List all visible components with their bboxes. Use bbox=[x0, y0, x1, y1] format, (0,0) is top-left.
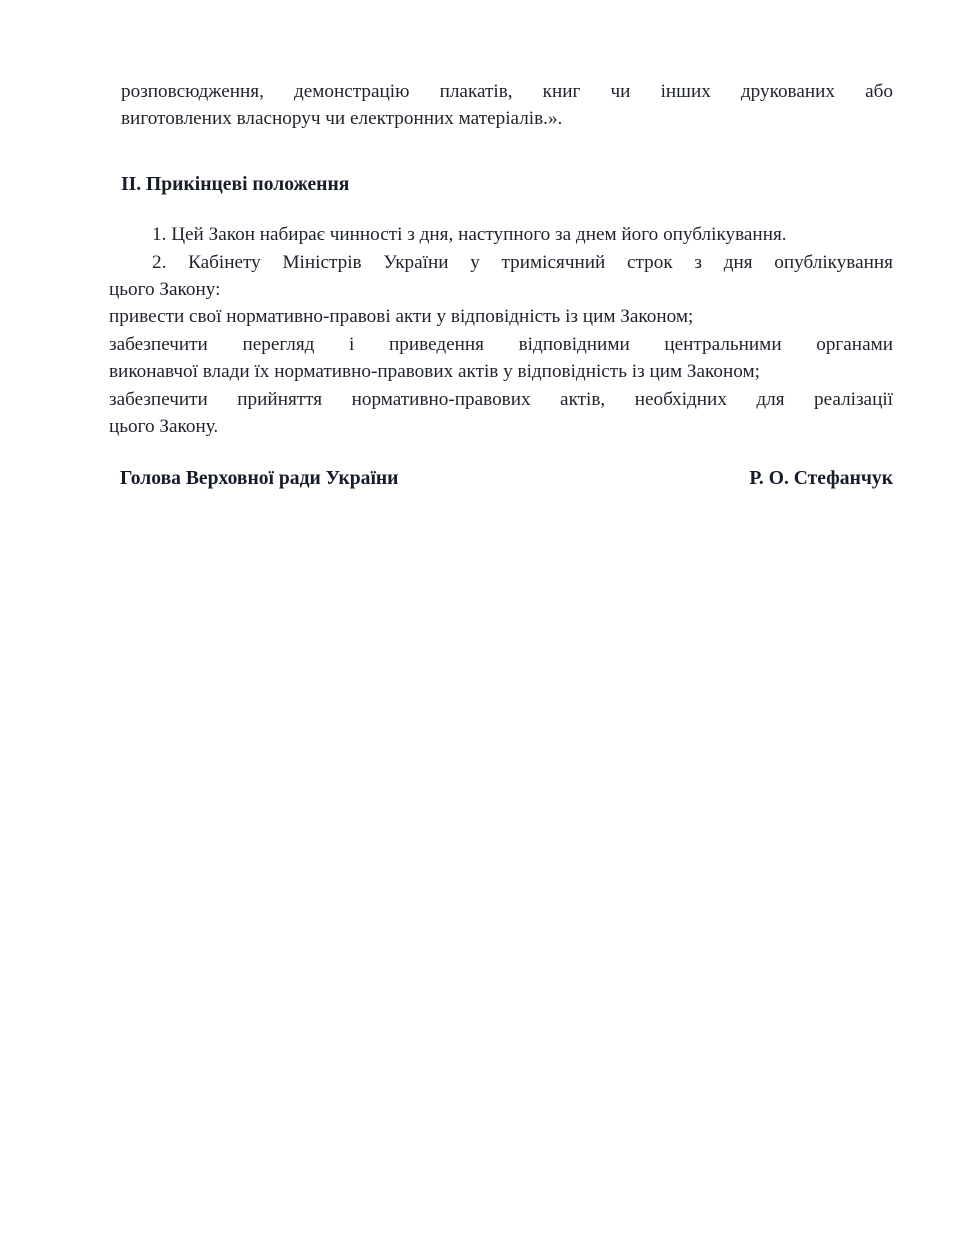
text-line: цього Закону. bbox=[109, 416, 219, 438]
text-line: виконавчої влади їх нормативно-правових актів у відповідність із цим Законом; bbox=[109, 361, 760, 383]
section-heading: ІІ. Прикінцеві положення bbox=[121, 173, 350, 195]
text-line: привести свої нормативно-правові акти у відповідність із цим Законом; bbox=[109, 306, 694, 328]
signature-row bbox=[109, 465, 893, 492]
text-line: цього Закону: bbox=[109, 279, 221, 301]
text-line: розповсюдження, демонстрацію плакатів, книг чи інших друкованих або bbox=[121, 81, 893, 102]
text-line: забезпечити перегляд і приведення відповідними центральними органами bbox=[109, 333, 893, 355]
signature-title: Голова Верховної ради України bbox=[120, 468, 399, 490]
text-line: 2. Кабінету Міністрів України у тримісячний строк з дня опублікування bbox=[152, 251, 893, 273]
text-line: виготовлених власноруч чи електронних матеріалів.». bbox=[121, 108, 563, 130]
text-line: 1. Цей Закон набирає чинності з дня, наступного за днем його опублікування. bbox=[152, 224, 787, 246]
signature-name: Р. О. Стефанчук bbox=[749, 468, 893, 490]
quote-continuation-paragraph bbox=[109, 78, 893, 133]
document-content bbox=[109, 78, 893, 493]
text-line: забезпечити прийняття нормативно-правових актів, необхідних для реалізації bbox=[109, 388, 893, 410]
body-paragraphs bbox=[109, 221, 893, 440]
